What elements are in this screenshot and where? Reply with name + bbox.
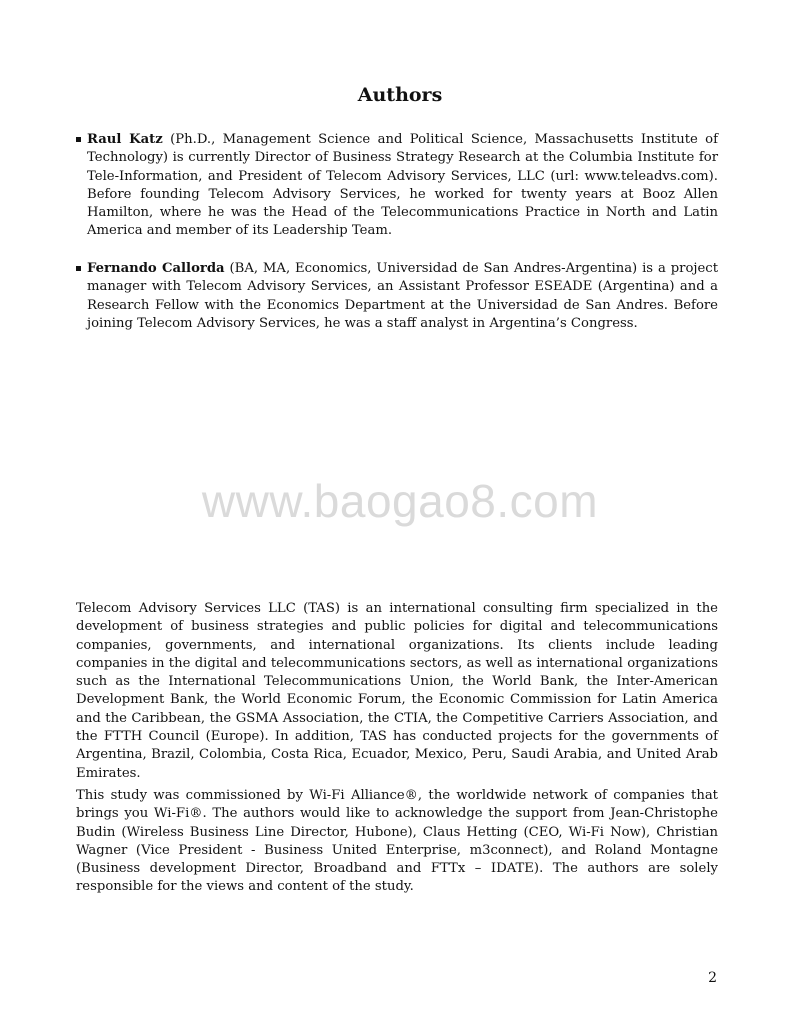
- author-list-item-2: [76, 260, 718, 333]
- tas-description-paragraph: Telecom Advisory Services LLC (TAS) is an international consulting firm specialized in the development of business strategies and public policies for digital and telecommunications companies, governments, and international organizations. Its clients include leading companies in the digital and telecommunications sectors, as well as international organizations such as the International Telecommunications Union, the World Bank, the Inter-American Development Bank, the World Economic Forum, the Economic Commission for Latin America and the Caribbean, the GSMA Association, the CTIA, the Competitive Carriers Association, and the FTTH Council (Europe). In addition, TAS has conducted projects for the governments of Argentina, Brazil, Colombia, Costa Rica, Ecuador, Mexico, Peru, Saudi Arabia, and United Arab Emirates.: [76, 601, 718, 781]
- author-bio-fernando-callorda: [76, 260, 718, 333]
- page-title: Authors: [357, 84, 443, 106]
- square-bullet-icon: [76, 266, 81, 271]
- watermark: www.baogao8.com: [201, 475, 599, 527]
- author-bio-text: (Ph.D., Management Science and Political Science, Massachusetts Institute of Technology) is currently Director of Business Strategy Research at the Columbia Institute for Tele-Information, and President of Telecom Advisory Services, LLC (url: www.teleadvs.com). Before founding Telecom Advisory Services, he worked for twenty years at Booz Allen Hamilton, where he was the Head of the Telecommunications Practice in North and Latin America and member of its Leadership Team.: [87, 132, 718, 239]
- author-name: Fernando Callorda: [87, 261, 225, 276]
- author-bio-raul-katz: [76, 131, 718, 241]
- author-bio-text: (BA, MA, Economics, Universidad de San Andres-Argentina) is a project manager with Telecom Advisory Services, an Assistant Professor ESEADE (Argentina) and a Research Fellow with the Economics Department at the Universidad de San Andres. Before joining Telecom Advisory Services, he was a staff analyst in Argentina’s Congress.: [87, 261, 718, 331]
- study-acknowledgement-paragraph: This study was commissioned by Wi-Fi Alliance®, the worldwide network of companies that brings you Wi-Fi®. The authors would like to acknowledge the support from Jean-Christophe Budin (Wireless Business Line Director, Hubone), Claus Hetting (CEO, Wi-Fi Now), Christian Wagner (Vice President - Business United Enterprise, m3connect), and Roland Montagne (Business development Director, Broadband and FTTx – IDATE). The authors are solely responsible for the views and content of the study.: [76, 788, 718, 895]
- square-bullet-icon: [76, 137, 81, 142]
- author-list-item-1: [76, 131, 718, 241]
- author-name: Raul Katz: [87, 132, 163, 147]
- page-number: 2: [708, 970, 717, 986]
